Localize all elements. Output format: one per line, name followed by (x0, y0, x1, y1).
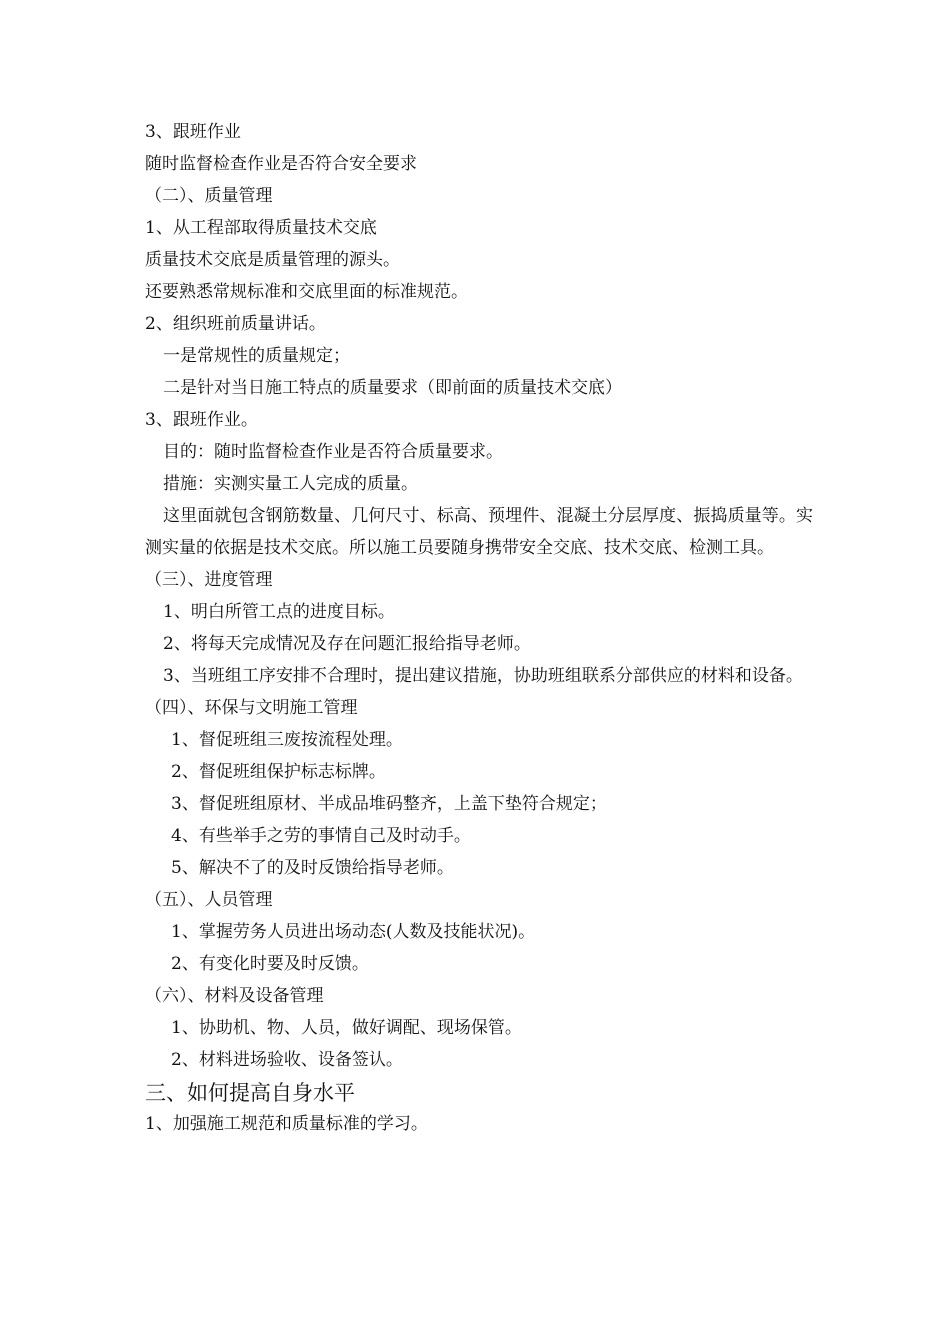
list-item: 1、督促班组三废按流程处理。 (171, 730, 403, 750)
list-item: 2、督促班组保护标志标牌。 (171, 762, 386, 782)
body-text: 还要熟悉常规标准和交底里面的标准规范。 (145, 282, 468, 302)
numbered-item: 3、跟班作业 (145, 122, 241, 142)
list-item: 3、当班组工序安排不合理时，提出建议措施，协助班组联系分部供应的材料和设备。 (163, 666, 803, 686)
body-text: 二是针对当日施工特点的质量要求（即前面的质量技术交底） (163, 378, 622, 398)
list-item: 2、有变化时要及时反馈。 (171, 954, 369, 974)
section-heading: 三、如何提高自身水平 (145, 1081, 355, 1105)
body-text: 措施：实测实量工人完成的质量。 (163, 474, 418, 494)
list-item: 1、掌握劳务人员进出场动态(人数及技能状况)。 (171, 922, 536, 942)
list-item: 2、将每天完成情况及存在问题汇报给指导老师。 (163, 634, 531, 654)
list-item: 4、有些举手之劳的事情自己及时动手。 (171, 826, 471, 846)
numbered-item: 2、组织班前质量讲话。 (145, 314, 326, 334)
list-item: 1、明白所管工点的进度目标。 (163, 602, 395, 622)
subsection-heading: （四）、环保与文明施工管理 (145, 698, 358, 718)
subsection-heading: （六）、材料及设备管理 (145, 986, 324, 1006)
subsection-heading: （三）、进度管理 (145, 570, 273, 590)
document-body (145, 116, 813, 1140)
body-text: 质量技术交底是质量管理的源头。 (145, 250, 400, 270)
body-paragraph: 这里面就包含钢筋数量、几何尺寸、标高、预埋件、混凝土分层厚度、振捣质量等。实测实量的依据是技术交底。所以施工员要随身携带安全交底、技术交底、检测工具。 (145, 506, 813, 558)
list-item: 5、解决不了的及时反馈给指导老师。 (171, 858, 454, 878)
list-item: 3、督促班组原材、半成品堆码整齐，上盖下垫符合规定； (171, 794, 607, 814)
subsection-heading: （二）、质量管理 (145, 186, 273, 206)
numbered-item: 1、加强施工规范和质量标准的学习。 (145, 1114, 428, 1134)
body-text: 一是常规性的质量规定； (163, 346, 350, 366)
numbered-item: 1、从工程部取得质量技术交底 (145, 218, 377, 238)
list-item: 2、材料进场验收、设备签认。 (171, 1050, 403, 1070)
body-text: 随时监督检查作业是否符合安全要求 (145, 154, 417, 174)
subsection-heading: （五）、人员管理 (145, 890, 273, 910)
numbered-item: 3、跟班作业。 (145, 410, 258, 430)
body-text: 目的：随时监督检查作业是否符合质量要求。 (163, 442, 503, 462)
list-item: 1、协助机、物、人员，做好调配、现场保管。 (171, 1018, 522, 1038)
